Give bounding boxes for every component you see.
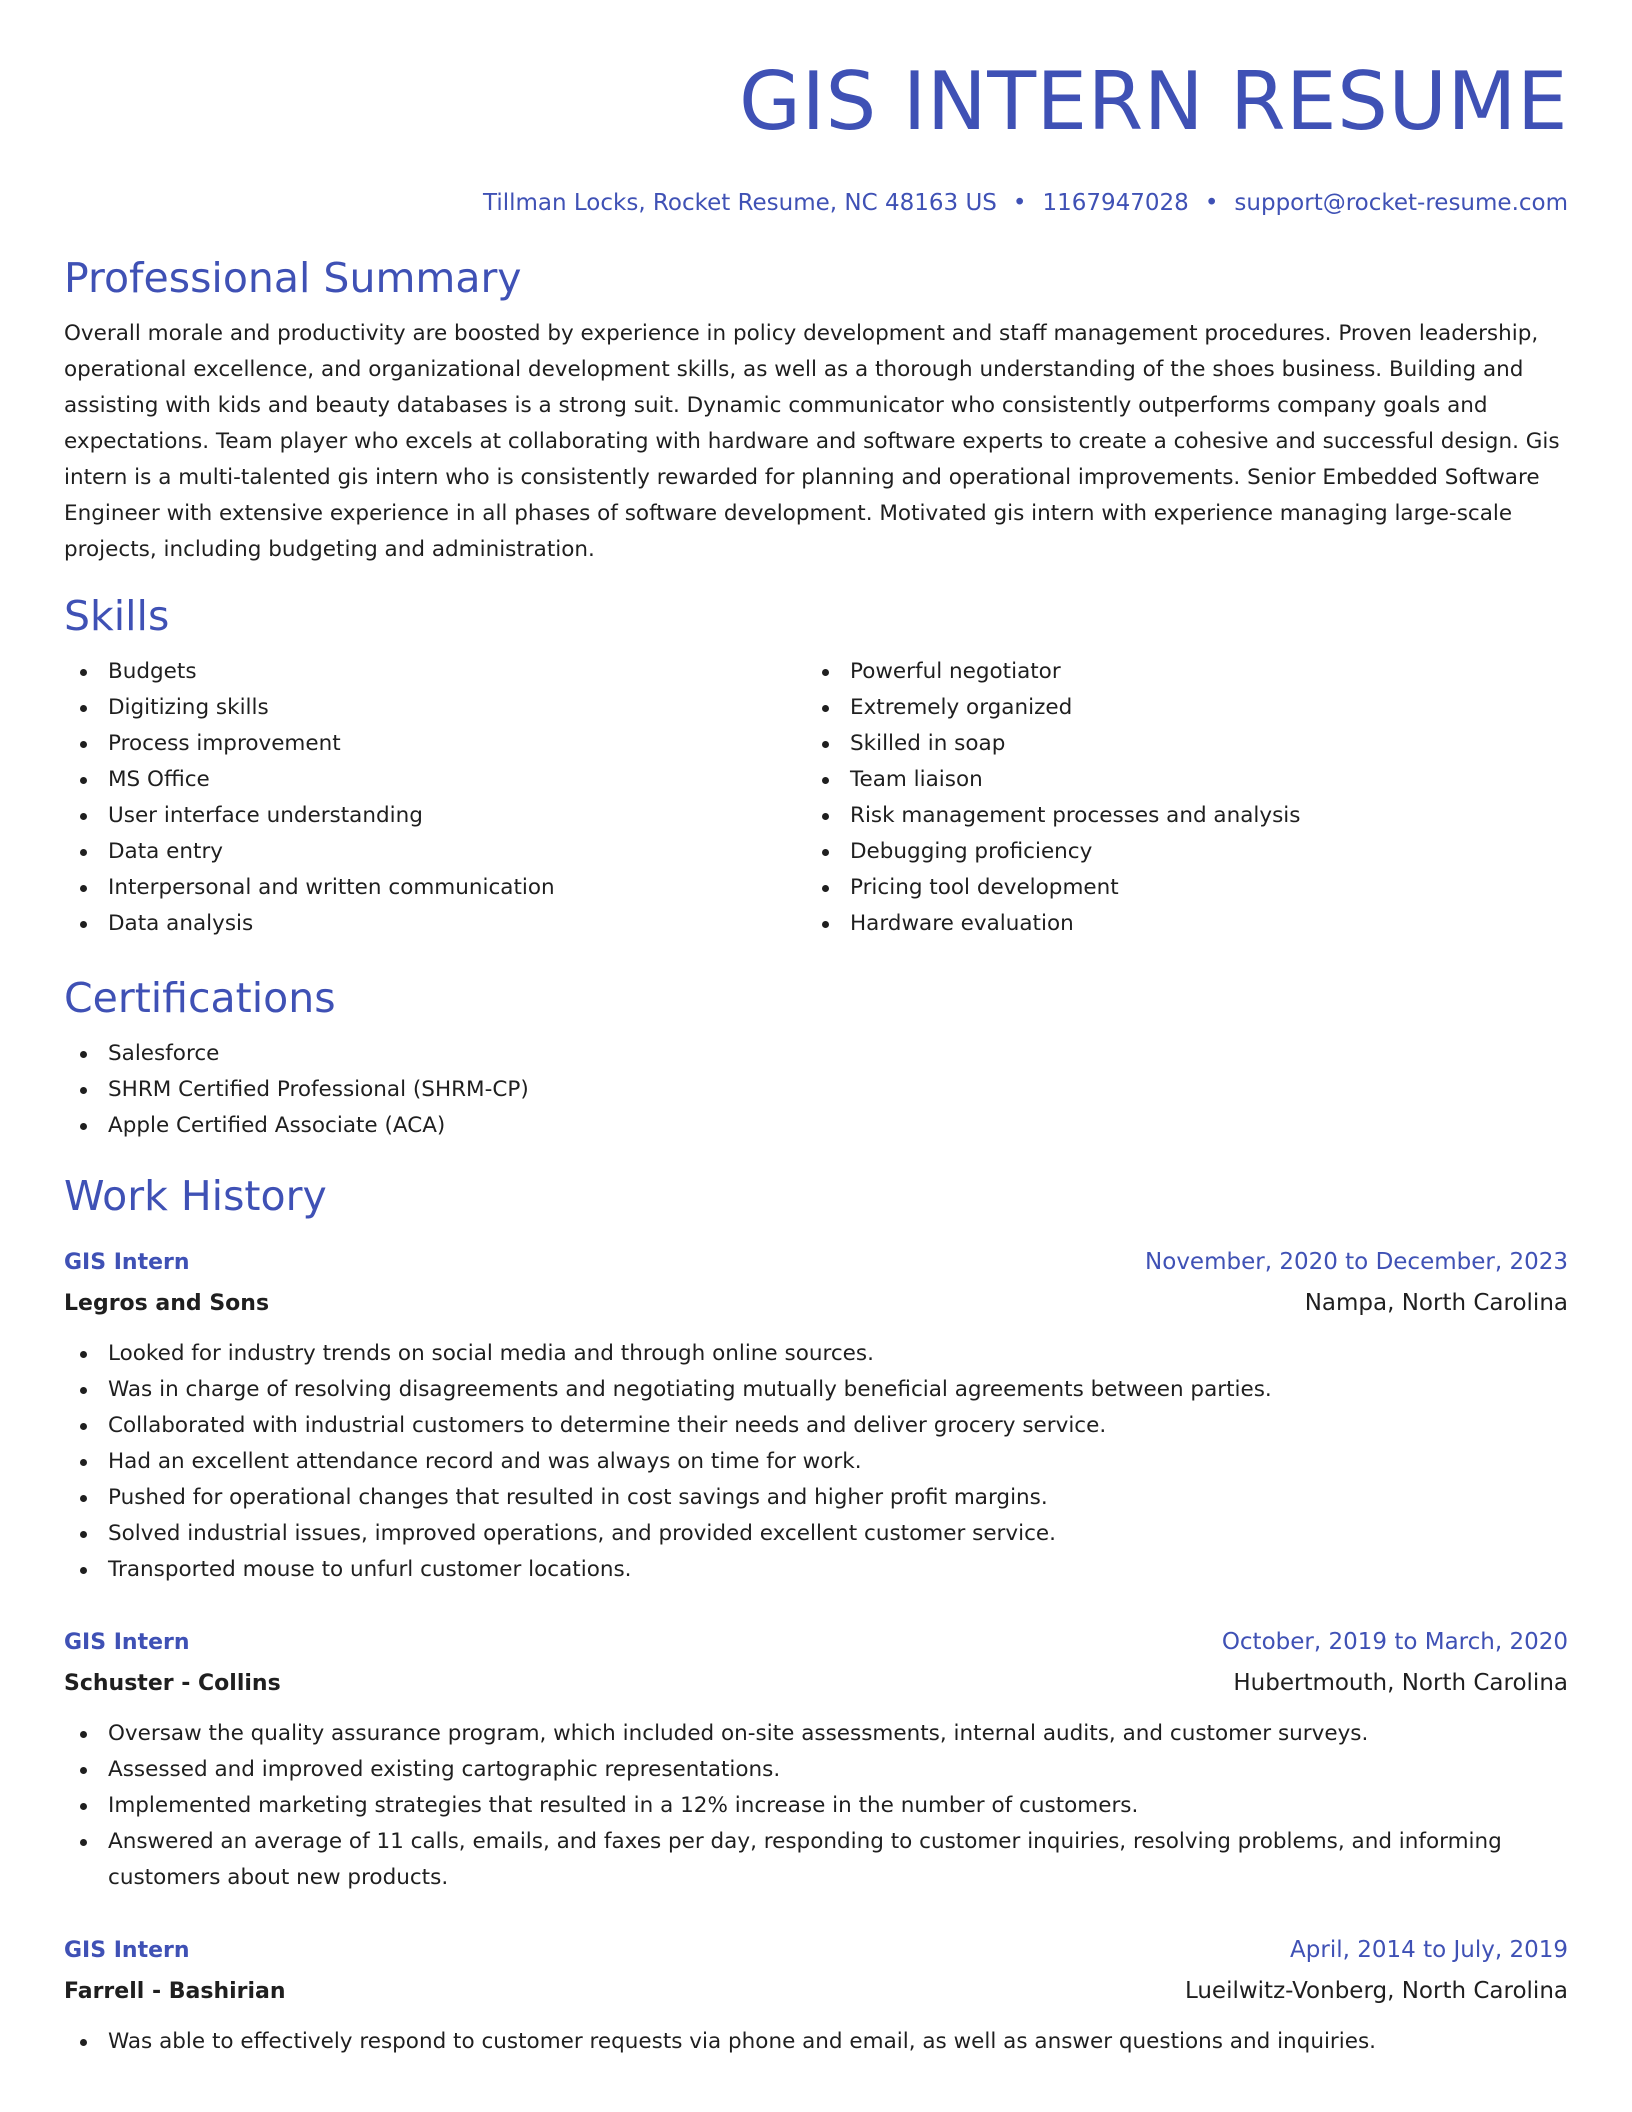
contact-address: Tillman Locks, Rocket Resume, NC 48163 US [482, 190, 997, 216]
job-bullet: Had an excellent attendance record and was always on time for work. [64, 1444, 1568, 1480]
skill-item: Budgets [64, 654, 806, 690]
job-entry [64, 1242, 1568, 1588]
skill-item: Skilled in soap [806, 726, 1548, 762]
skill-item: MS Office [64, 762, 806, 798]
job-dates: November, 2020 to December, 2023 [1145, 1249, 1568, 1275]
job-dates: April, 2014 to July, 2019 [1290, 1937, 1568, 1963]
contact-separator: • [1012, 190, 1027, 216]
job-entry [64, 1622, 1568, 1896]
job-header-row [64, 1622, 1568, 1663]
skill-item: Risk management processes and analysis [806, 798, 1548, 834]
certifications-heading: Certifications [64, 974, 336, 1022]
job-bullet: Answered an average of 11 calls, emails, and faxes per day, responding to customer inquiries, resolving problems, and informing customers about new products. [64, 1824, 1568, 1896]
job-bullet: Solved industrial issues, improved operations, and provided excellent customer service. [64, 1516, 1568, 1552]
contact-phone: 1167947028 [1042, 190, 1189, 216]
skill-item: Team liaison [806, 762, 1548, 798]
job-bullet: Pushed for operational changes that resulted in cost savings and higher profit margins. [64, 1480, 1568, 1516]
job-bullet: Was able to effectively respond to customer requests via phone and email, as well as answer questions and inquiries. [64, 2024, 1568, 2060]
skill-item: Powerful negotiator [806, 654, 1548, 690]
job-company-row [64, 1663, 1568, 1704]
contact-email: support@rocket-resume.com [1234, 190, 1568, 216]
contact-line [64, 188, 1568, 218]
job-company: Farrell - Bashirian [64, 1979, 286, 2004]
job-title: GIS Intern [64, 1938, 190, 1963]
contact-separator: • [1204, 190, 1219, 216]
job-bullet-list [64, 1716, 1568, 1896]
skills-list-right [806, 654, 1548, 942]
skills-column-left [64, 654, 806, 942]
job-header-row [64, 1930, 1568, 1971]
skill-item: Process improvement [64, 726, 806, 762]
job-bullet-list [64, 1336, 1568, 1588]
summary-heading: Professional Summary [64, 254, 522, 302]
skills-grid [64, 654, 1568, 942]
skill-item: Interpersonal and written communication [64, 870, 806, 906]
skills-heading: Skills [64, 592, 170, 640]
job-bullet: Implemented marketing strategies that resulted in a 12% increase in the number of customers. [64, 1788, 1568, 1824]
skills-list-left [64, 654, 806, 942]
certification-item: Salesforce [64, 1036, 1568, 1072]
certification-item: SHRM Certified Professional (SHRM-CP) [64, 1072, 1568, 1108]
skill-item: Debugging proficiency [806, 834, 1548, 870]
job-location: Nampa, North Carolina [1304, 1290, 1568, 1316]
job-company-row [64, 1283, 1568, 1324]
job-bullet: Oversaw the quality assurance program, which included on-site assessments, internal audits, and customer surveys. [64, 1716, 1568, 1752]
job-bullet: Was in charge of resolving disagreements and negotiating mutually beneficial agreements between parties. [64, 1372, 1568, 1408]
skill-item: User interface understanding [64, 798, 806, 834]
certifications-list [64, 1036, 1568, 1144]
skill-item: Data analysis [64, 906, 806, 942]
skill-item: Data entry [64, 834, 806, 870]
skill-item: Extremely organized [806, 690, 1548, 726]
work-history-heading: Work History [64, 1172, 327, 1220]
skill-item: Pricing tool development [806, 870, 1548, 906]
job-bullet: Transported mouse to unfurl customer locations. [64, 1552, 1568, 1588]
job-bullet: Assessed and improved existing cartographic representations. [64, 1752, 1568, 1788]
summary-text: Overall morale and productivity are boosted by experience in policy development and staff management procedures. Proven leadership, operational excellence, and organizational development skills, as well as a thorough understanding of the shoes business. Building and assisting with kids and beauty databases is a strong suit. Dynamic communicator who consistently outperforms company goals and expectations. Team player who excels at collaborating with hardware and software experts to create a cohesive and successful design. Gis intern is a multi-talented gis intern who is consistently rewarded for planning and operational improvements. Senior Embedded Software Engineer with extensive experience in all phases of software development. Motivated gis intern with experience managing large-scale projects, including budgeting and administration. [64, 321, 1560, 562]
job-header-row [64, 1242, 1568, 1283]
resume-title: GIS INTERN RESUME [738, 55, 1568, 148]
job-title: GIS Intern [64, 1630, 190, 1655]
job-dates: October, 2019 to March, 2020 [1221, 1629, 1568, 1655]
job-location: Hubertmouth, North Carolina [1233, 1670, 1568, 1696]
job-entry [64, 1930, 1568, 2060]
skills-column-right [806, 654, 1548, 942]
job-location: Lueilwitz-Vonberg, North Carolina [1184, 1978, 1568, 2004]
job-company-row [64, 1971, 1568, 2012]
job-company: Schuster - Collins [64, 1671, 281, 1696]
skill-item: Digitizing skills [64, 690, 806, 726]
job-bullet: Collaborated with industrial customers to determine their needs and deliver grocery service. [64, 1408, 1568, 1444]
skill-item: Hardware evaluation [806, 906, 1548, 942]
certification-item: Apple Certified Associate (ACA) [64, 1108, 1568, 1144]
job-bullet-list [64, 2024, 1568, 2060]
job-company: Legros and Sons [64, 1291, 270, 1316]
job-title: GIS Intern [64, 1250, 190, 1275]
job-bullet: Looked for industry trends on social media and through online sources. [64, 1336, 1568, 1372]
